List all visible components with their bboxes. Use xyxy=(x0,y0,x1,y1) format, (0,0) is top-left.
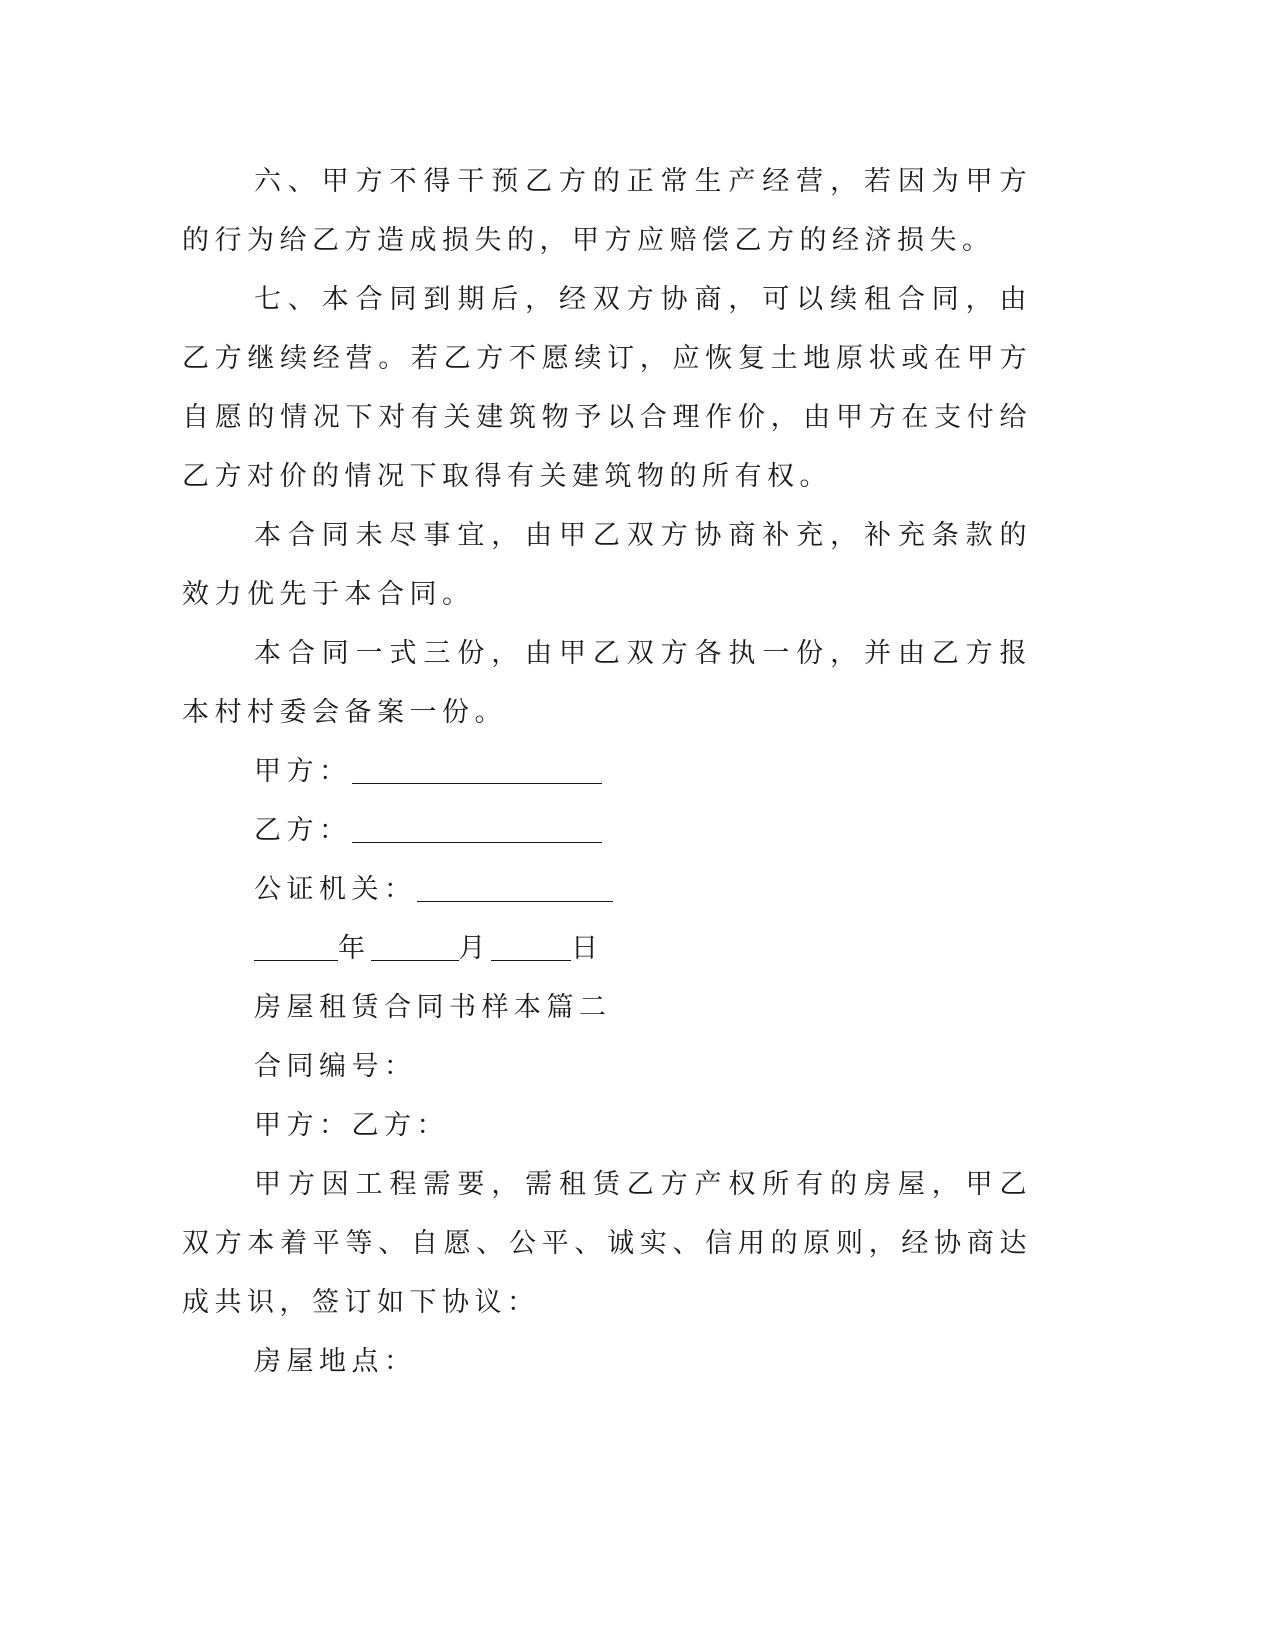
second-contract-title: 房屋租赁合同书样本篇二 xyxy=(254,992,612,1023)
supplement-clause: 本合同未尽事宜，由甲乙双方协商补充，补充条款的效力优先于本合同。 xyxy=(182,520,1032,610)
party-a-signature-line xyxy=(182,742,1032,801)
day-blank xyxy=(491,924,571,961)
party-a-label: 甲方： xyxy=(254,756,352,787)
party-a-blank xyxy=(352,747,602,784)
year-label: 年 xyxy=(338,933,371,964)
party-b-label: 乙方： xyxy=(254,815,352,846)
year-blank xyxy=(254,924,338,961)
notary-blank xyxy=(417,865,613,902)
document-page xyxy=(182,152,1032,1391)
party-b-blank xyxy=(352,806,602,843)
parties-label: 甲方：乙方： xyxy=(254,1110,449,1141)
day-label: 日 xyxy=(571,933,604,964)
party-b-signature-line xyxy=(182,801,1032,860)
house-location-label: 房屋地点： xyxy=(254,1346,417,1377)
second-contract-intro: 甲方因工程需要，需租赁乙方产权所有的房屋，甲乙双方本着平等、自愿、公平、诚实、信用的原则，经协商达成共识，签订如下协议： xyxy=(182,1169,1032,1318)
month-blank xyxy=(371,924,459,961)
month-label: 月 xyxy=(458,933,491,964)
copies-clause: 本合同一式三份，由甲乙双方各执一份，并由乙方报本村村委会备案一份。 xyxy=(182,638,1032,728)
date-line xyxy=(182,919,1032,978)
clause-seven: 七、本合同到期后，经双方协商，可以续租合同，由乙方继续经营。若乙方不愿续订，应恢复土地原状或在甲方自愿的情况下对有关建筑物予以合理作价，由甲方在支付给乙方对价的情况下取得有关建筑物的所有权。 xyxy=(182,284,1032,492)
notary-label: 公证机关： xyxy=(254,874,417,905)
contract-number-label: 合同编号： xyxy=(254,1051,417,1082)
clause-six: 六、甲方不得干预乙方的正常生产经营，若因为甲方的行为给乙方造成损失的，甲方应赔偿乙方的经济损失。 xyxy=(182,166,1032,256)
notary-signature-line xyxy=(182,860,1032,919)
